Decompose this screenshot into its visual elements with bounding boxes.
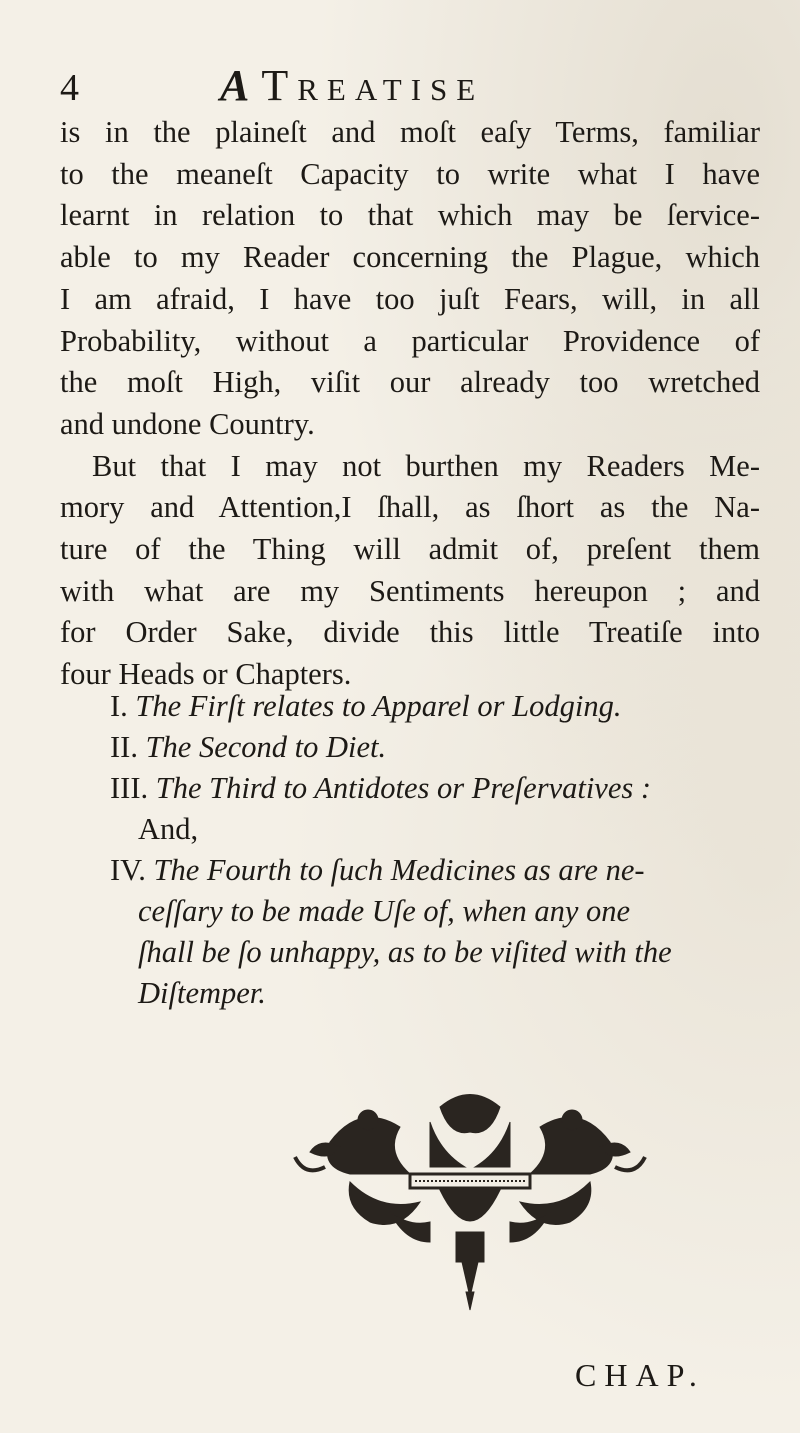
chapter-text: The Third to Antidotes or Preſervatives : (155, 771, 652, 805)
chapter-text: The Firſt relates to Apparel or Lodging. (135, 689, 622, 723)
chapter-list (110, 686, 760, 1014)
body-line: learnt in relation to that which may be ſervice- (60, 198, 760, 233)
chapter-item (110, 768, 760, 850)
running-title-initial: A (220, 61, 262, 110)
body-line: I am afraid, I have too juſt Fears, will, in all (60, 281, 760, 316)
chapter-numeral: I. (110, 689, 128, 723)
body-line: is in the plaineſt and moſt eaſy Terms, familiar (60, 115, 760, 149)
body-line: with what are my Sentiments hereupon ; and (60, 573, 760, 608)
body-line: Probability, without a particular Providence of (60, 323, 760, 358)
chapter-continuation: ſhall be ſo unhappy, as to be viſited with the (138, 935, 672, 969)
body-line: four Heads or Chapters. (60, 657, 352, 692)
chapter-item (110, 850, 760, 1014)
running-head (60, 48, 700, 112)
catchword: CHAP. (575, 1357, 705, 1393)
chapter-continuation: Diſtemper. (138, 976, 266, 1010)
chapter-text: The Second to Diet. (145, 730, 387, 764)
body-line: the moſt High, viſit our already too wretched (60, 365, 760, 400)
body-line: able to my Reader concerning the Plague, which (60, 240, 760, 275)
body-line: mory and Attention,I ſhall, as ſhort as the Na- (60, 490, 760, 525)
running-title (220, 60, 484, 111)
body-line: But that I may not burthen my Readers Me- (92, 448, 760, 483)
chapter-text: The Fourth to ſuch Medicines as are ne- (153, 853, 645, 887)
chapter-continuation: ceſſary to be made Uſe of, when any one (138, 894, 631, 928)
chapter-item (110, 727, 760, 768)
body-line: and undone Country. (60, 406, 315, 441)
chapter-continuation: And, (138, 812, 199, 846)
chapter-item (110, 686, 760, 727)
body-text (60, 112, 760, 696)
body-line: to the meaneſt Capacity to write what I have (60, 156, 760, 191)
running-title-rest: Treatise (261, 61, 485, 110)
decorative-tailpiece-icon (290, 1082, 650, 1312)
body-line: ture of the Thing will admit of, preſent them (60, 532, 760, 567)
body-line: for Order Sake, divide this little Treatiſe into (60, 615, 760, 650)
chapter-numeral: II. (110, 730, 138, 764)
chapter-numeral: III. (110, 771, 149, 805)
chapter-numeral: IV. (110, 853, 146, 887)
page-number: 4 (60, 67, 79, 109)
